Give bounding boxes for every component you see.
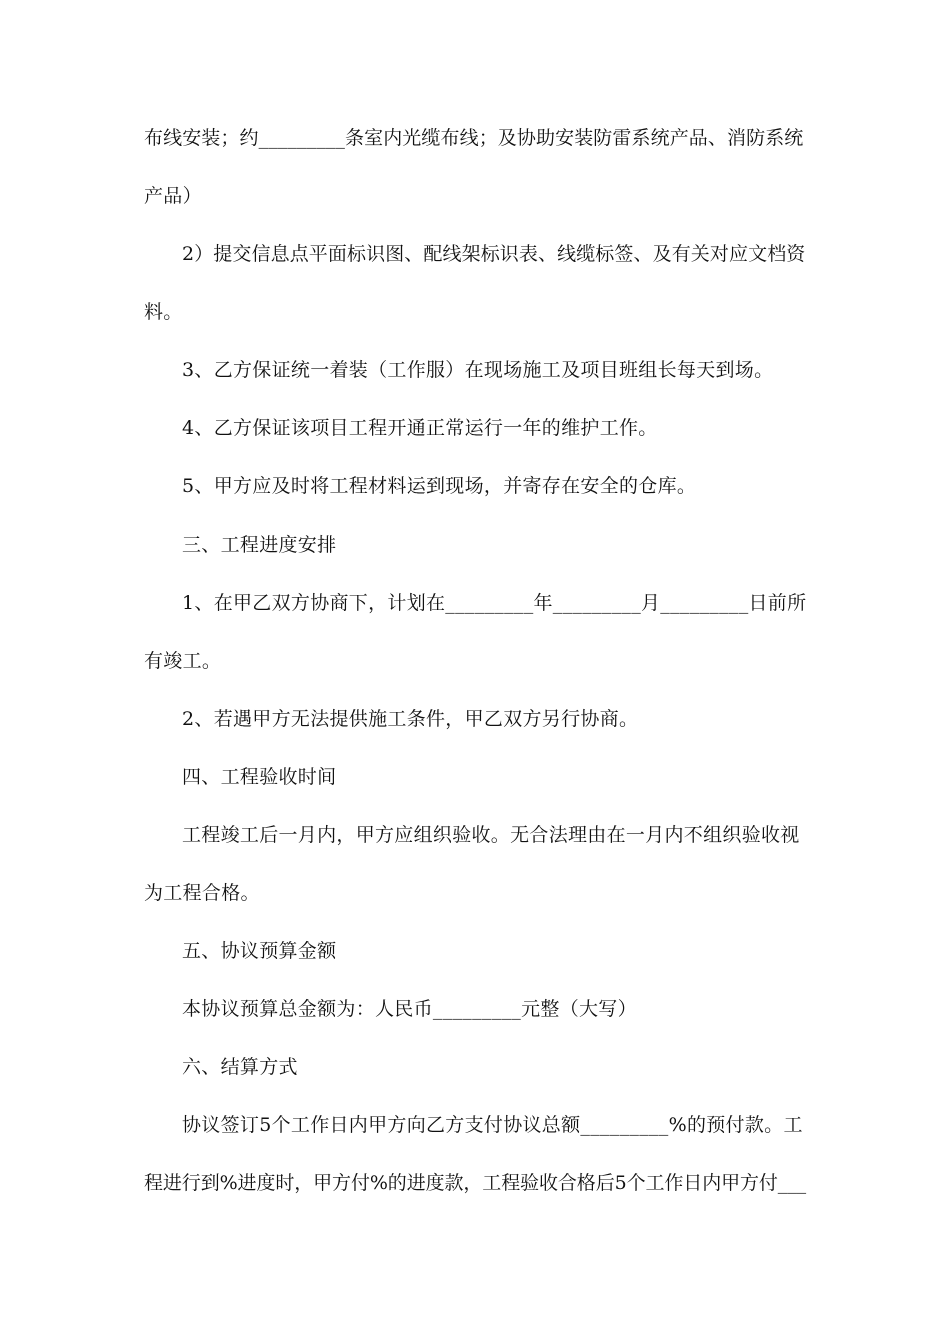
- section-heading: 六、结算方式: [182, 1056, 298, 1078]
- paragraph-line: 为工程合格。: [144, 882, 260, 904]
- paragraph-line: 协议签订5个工作日内甲方向乙方支付协议总额_________%的预付款。工: [182, 1114, 803, 1136]
- paragraph-line: 布线安装；约_________条室内光缆布线；及协助安装防雷系统产品、消防系统: [144, 127, 804, 149]
- section-heading: 五、协议预算金额: [182, 940, 337, 962]
- paragraph-line: 2）提交信息点平面标识图、配线架标识表、线缆标签、及有关对应文档资: [182, 243, 806, 265]
- paragraph-line: 2、若遇甲方无法提供施工条件，甲乙双方另行协商。: [182, 708, 639, 730]
- paragraph-line: 5、甲方应及时将工程材料运到现场，并寄存在安全的仓库。: [182, 475, 697, 497]
- paragraph-line: 3、乙方保证统一着装（工作服）在现场施工及项目班组长每天到场。: [182, 359, 774, 381]
- paragraph-line: 产品）: [144, 185, 202, 207]
- section-heading: 三、工程进度安排: [182, 534, 337, 556]
- section-heading: 四、工程验收时间: [182, 766, 337, 788]
- paragraph-line: 工程竣工后一月内，甲方应组织验收。无合法理由在一月内不组织验收视: [182, 824, 800, 846]
- paragraph-line: 4、乙方保证该项目工程开通正常运行一年的维护工作。: [182, 417, 658, 439]
- paragraph-line: 料。: [144, 301, 183, 323]
- paragraph-line: 有竣工。: [144, 650, 222, 672]
- paragraph-line: 本协议预算总金额为：人民币_________元整（大写）: [182, 998, 637, 1020]
- paragraph-line: 程进行到%进度时，甲方付%的进度款，工程验收合格后5个工作日内甲方付___: [144, 1172, 806, 1194]
- paragraph-line: 1、在甲乙双方协商下，计划在_________年_________月_________日前所: [182, 592, 807, 614]
